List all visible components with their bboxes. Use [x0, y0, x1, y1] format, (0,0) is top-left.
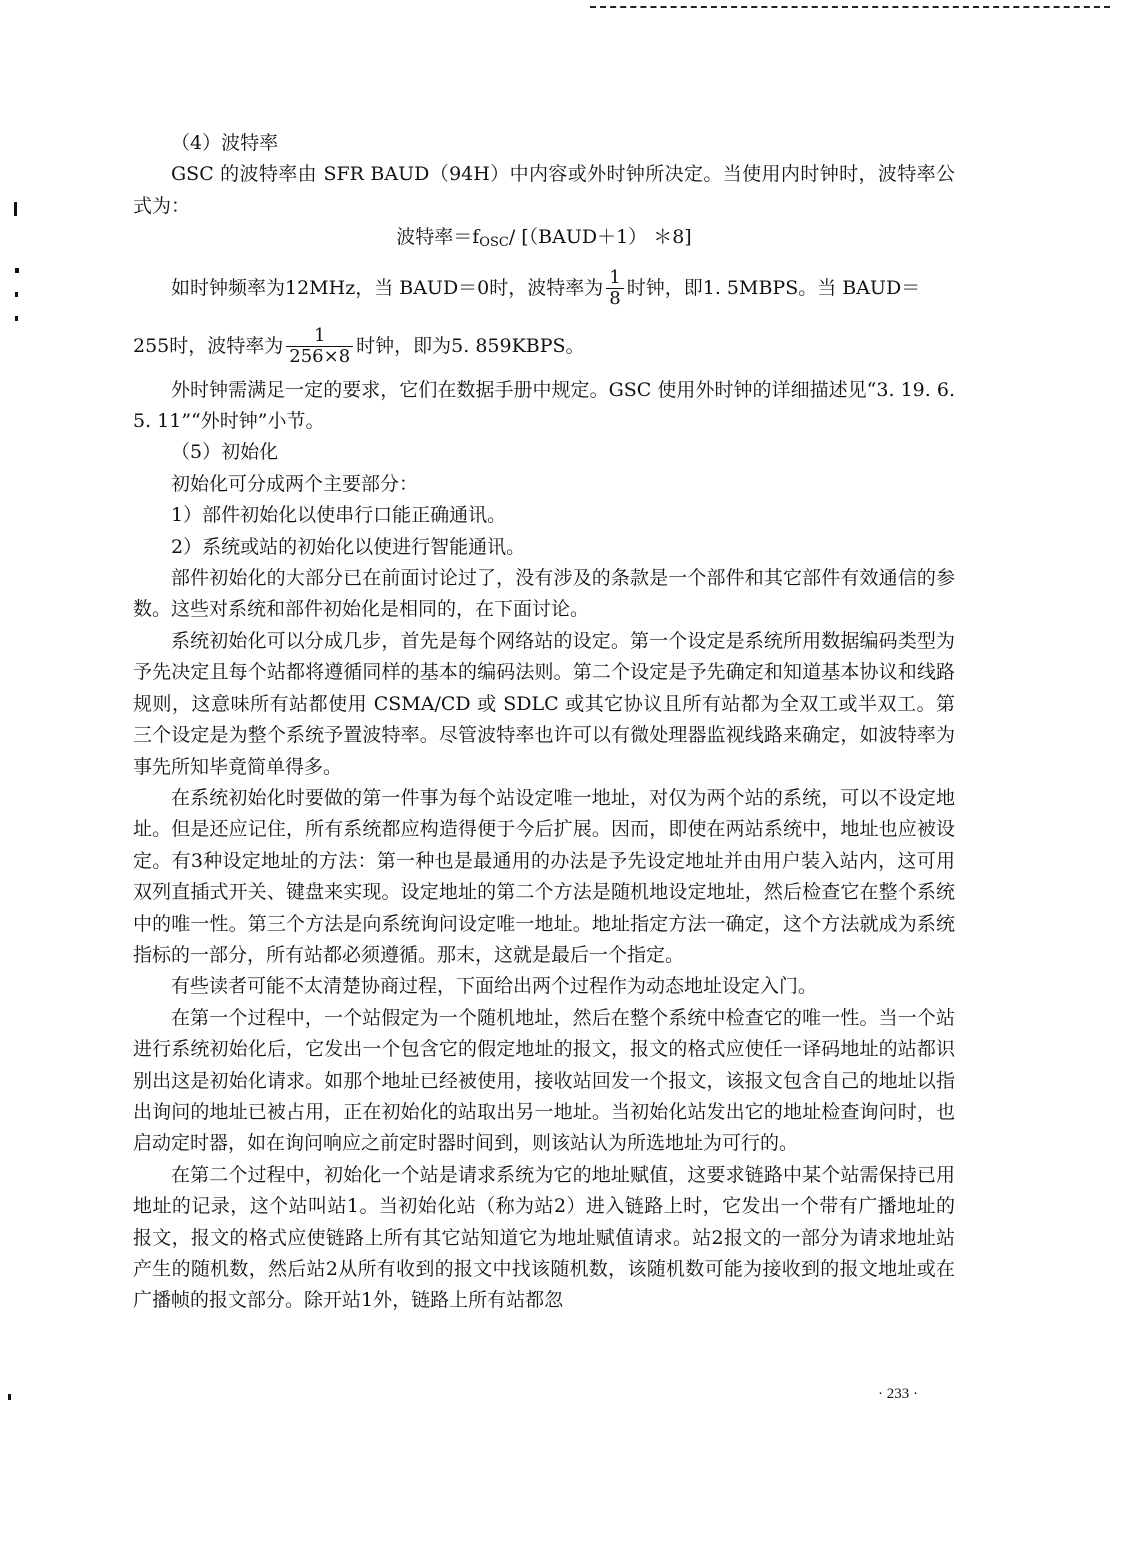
margin-mark [8, 1394, 11, 1400]
paragraph: 部件初始化的大部分已在前面讨论过了，没有涉及的条款是一个部件和其它部件有效通信的参数。这些对系统和部件初始化是相同的，在下面讨论。 [133, 567, 955, 621]
margin-mark [15, 316, 18, 321]
list-item: 1）部件初始化以使串行口能正确通讯。 [171, 504, 507, 527]
top-dashed-rule [590, 6, 1110, 8]
paragraph-fraction-line-1: 如时钟频率为12MHz，当 BAUD＝0时，波特率为 $\frac{1}{8}$ 时钟，即1. 5MBPS。当 BAUD＝ [171, 267, 921, 310]
margin-mark [15, 292, 18, 297]
body-text [133, 128, 955, 1317]
margin-mark [15, 268, 19, 273]
paragraph: 初始化可分成两个主要部分： [171, 472, 419, 495]
paragraph: 在系统初始化时要做的第一件事为每个站设定唯一地址，对仅为两个站的系统，可以不设定地址。但是还应记住，所有系统都应构造得便于今后扩展。因而，即使在两站系统中，地址也应被设定。有3种设定地址的方法：第一种也是最通用的办法是予先设定地址并由用户装入站内，这可用双列直插式开关、键盘来实现。设定地址的第二个方法是随机地设定地址，然后检查它在整个系统中的唯一性。第三个方法是向系统询问设定唯一地址。地址指定方法一确定，这个方法就成为系统指标的一部分，所有站都必须遵循。那末，这就是最后一个指定。 [133, 786, 955, 966]
fraction-one-over-256x8: $\frac{1}{256\times 8}$ [286, 326, 353, 367]
paragraph: GSC 的波特率由 SFR BAUD（94H）中内容或外时钟所决定。当使用内时钟时，波特率公式为： [133, 163, 955, 217]
paragraph: 外时钟需满足一定的要求，它们在数据手册中规定。GSC 使用外时钟的详细描述见“3. 19. 6. 5. 11”“外时钟”小节。 [133, 378, 955, 433]
fraction-one-eighth: $\frac{1}{8}$ [606, 268, 623, 309]
baud-rate-formula: 波特率$=f_{OSC}/$ [（BAUD＋1） ＊8] [396, 226, 692, 251]
list-item: 2）系统或站的初始化以使进行智能通讯。 [171, 535, 526, 558]
section-heading-baud-rate: （4）波特率 [171, 132, 279, 154]
paragraph: 系统初始化可以分成几步，首先是每个网络站的设定。第一个设定是系统所用数据编码类型为予先决定且每个站都将遵循同样的基本的编码法则。第二个设定是予先确定和知道基本协议和线路规则，这意味所有站都使用 CSMA/CD 或 SDLC 或其它协议且所有站都为全双工或半双工。第三个设定是为整个系统予置波特率。尽管波特率也许可以有微处理器监视线路来确定，如波特率为事先所知毕竟简单得多。 [133, 629, 955, 778]
page-number: · 233 · [878, 1386, 918, 1402]
section-heading-initialization: （5）初始化 [171, 441, 279, 464]
paragraph: 有些读者可能不太清楚协商过程，下面给出两个过程作为动态地址设定入门。 [171, 975, 818, 998]
margin-mark [14, 202, 17, 216]
paragraph: 在第二个过程中，初始化一个站是请求系统为它的地址赋值，这要求链路中某个站需保持已用地址的记录，这个站叫站1。当初始化站（称为站2）进入链路上时，它发出一个带有广播地址的报文，报文的格式应使链路上所有其它站知道它为地址赋值请求。站2报文的一部分为请求地址站产生的随机数，然后站2从所有收到的报文中找该随机数，该随机数可能为接收到的报文地址或在广播帧的报文部分。除开站1外，链路上所有站都忽 [133, 1163, 955, 1312]
paragraph: 在第一个过程中，一个站假定为一个随机地址，然后在整个系统中检查它的唯一性。当一个站进行系统初始化后，它发出一个包含它的假定地址的报文，报文的格式应使任一译码地址的站都识别出这是初始化请求。如那个地址已经被使用，接收站回发一个报文，该报文包含自己的地址以指出询问的地址已被占用，正在初始化的站取出另一地址。当初始化站发出它的地址检查询问时，也启动定时器，如在询问响应之前定时器时间到，则该站认为所选地址为可行的。 [133, 1006, 955, 1155]
paragraph-fraction-line-2: 255时，波特率为 $\frac{1}{256\times 8}$ 时钟，即为5. 859KBPS。 [133, 325, 585, 368]
